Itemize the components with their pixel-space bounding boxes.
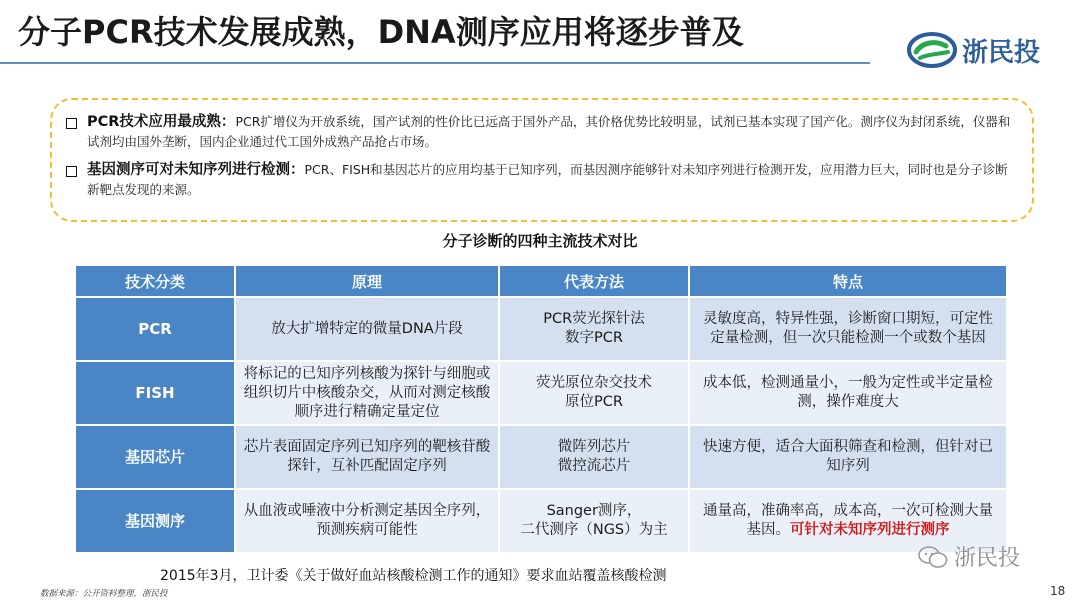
wechat-bubble-icon — [918, 545, 948, 569]
bullet-heading: PCR技术应用最成熟： — [87, 114, 236, 130]
column-header: 技术分类 — [76, 266, 234, 296]
features-highlight: 可针对未知序列进行测序 — [790, 522, 950, 538]
features-text: 通量高，准确率高，成本高，一次可检测大量基因。 — [703, 503, 993, 538]
table-row — [76, 362, 1006, 424]
method-line: 微控流芯片 — [557, 458, 631, 474]
brand-logo — [906, 28, 1066, 72]
square-bullet-icon — [66, 118, 77, 129]
watermark — [918, 541, 1020, 572]
features-cell: 快速方便，适合大面积筛查和检测，但针对已知序列 — [690, 426, 1006, 488]
column-header: 原理 — [236, 266, 498, 296]
category-cell: FISH — [76, 362, 234, 424]
category-cell: PCR — [76, 298, 234, 360]
principle-cell: 将标记的已知序列核酸为探针与细胞或组织切片中核酸杂交，从而对测定核酸顺序进行精确定量定位 — [236, 362, 498, 424]
features-cell: 灵敏度高，特异性强，诊断窗口期短，可定性定量检测，但一次只能检测一个或数个基因 — [690, 298, 1006, 360]
intro-bullet — [66, 112, 1018, 152]
methods-cell — [500, 426, 688, 488]
title-divider — [0, 62, 870, 64]
page-title: 分子PCR技术发展成熟，DNA测序应用将逐步普及 — [18, 13, 744, 51]
column-header: 代表方法 — [500, 266, 688, 296]
method-line: 数字PCR — [565, 330, 623, 346]
features-cell: 成本低，检测通量小，一般为定性或半定量检测，操作难度大 — [690, 362, 1006, 424]
bullet-heading: 基因测序可对未知序列进行检测： — [87, 162, 305, 178]
bullet-body: PCR扩增仪为开放系统，国产试剂的性价比已远高于国外产品，其价格优势比较明显，试剂已基本实现了国产化。测序仪为封闭系统，仪器和试剂均由国外垄断，国内企业通过代工国外成熟产品抢占市场。 — [87, 114, 1011, 149]
footnote: 2015年3月，卫计委《关于做好血站核酸检测工作的通知》要求血站覆盖核酸检测 — [160, 568, 667, 584]
page-number: 18 — [1050, 584, 1066, 598]
method-line: 原位PCR — [565, 394, 623, 410]
principle-cell: 从血液或唾液中分析测定基因全序列，预测疾病可能性 — [236, 490, 498, 552]
intro-bullet — [66, 160, 1018, 200]
logo-text: 浙民投 — [962, 37, 1041, 68]
table-row — [76, 426, 1006, 488]
principle-cell: 放大扩增特定的微量DNA片段 — [236, 298, 498, 360]
methods-cell — [500, 298, 688, 360]
method-line: 微阵列芯片 — [557, 439, 631, 455]
method-line: 荧光原位杂交技术 — [536, 375, 652, 391]
table-row — [76, 490, 1006, 552]
method-line: 二代测序（NGS）为主 — [520, 522, 668, 538]
logo-swirl-icon — [906, 30, 958, 70]
principle-cell: 芯片表面固定序列已知序列的靶核苷酸探针，互补匹配固定序列 — [236, 426, 498, 488]
category-cell: 基因芯片 — [76, 426, 234, 488]
table-header-row — [76, 266, 1006, 296]
table-title: 分子诊断的四种主流技术对比 — [442, 232, 638, 250]
table-row — [76, 298, 1006, 360]
column-header: 特点 — [690, 266, 1006, 296]
category-cell: 基因测序 — [76, 490, 234, 552]
methods-cell — [500, 362, 688, 424]
watermark-text: 浙民投 — [954, 546, 1021, 571]
bullet-body: PCR、FISH和基因芯片的应用均基于已知序列，而基因测序能够针对未知序列进行检测开发，应用潜力巨大，同时也是分子诊断新靶点发现的来源。 — [87, 162, 1008, 197]
square-bullet-icon — [66, 166, 77, 177]
method-line: Sanger测序， — [546, 503, 642, 519]
method-line: PCR荧光探针法 — [543, 311, 645, 327]
data-source: 数据来源：公开资料整理，浙民投 — [40, 589, 168, 599]
comparison-table — [74, 264, 1008, 554]
methods-cell — [500, 490, 688, 552]
intro-callout — [50, 98, 1034, 222]
